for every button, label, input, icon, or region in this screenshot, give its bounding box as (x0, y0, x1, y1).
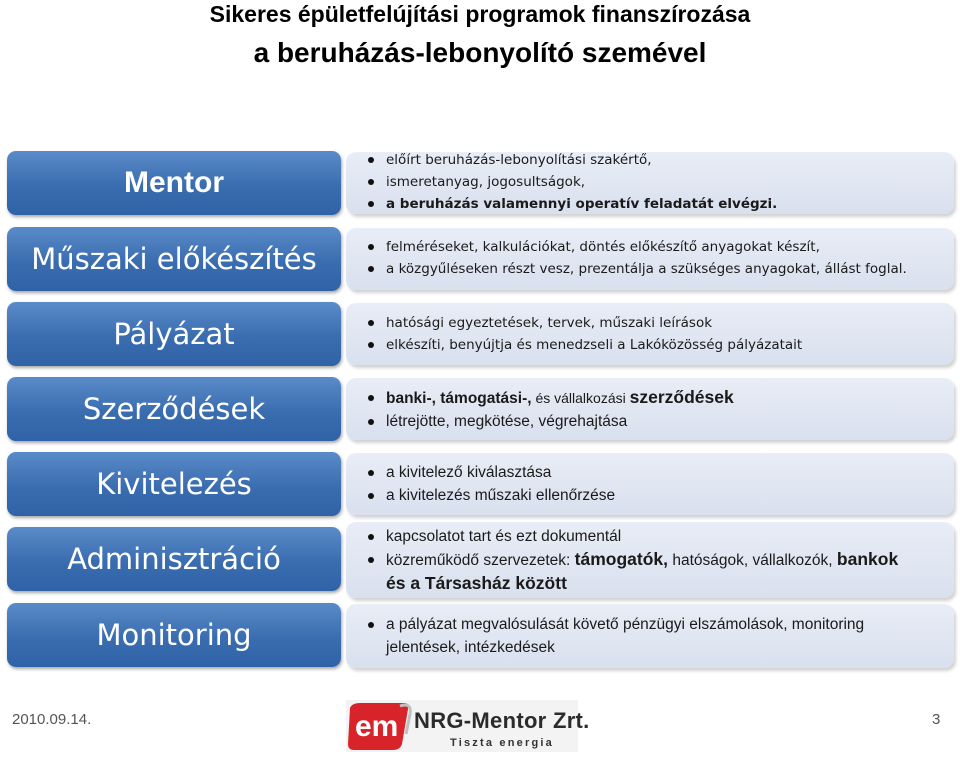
text-normal: közreműködő szervezetek: (386, 552, 575, 569)
label-mentor: Mentor (7, 151, 341, 215)
label-muszaki-elokeszites: Műszaki előkészítés (7, 227, 341, 291)
logo-name: NRG-Mentor Zrt. (414, 708, 590, 733)
list-item: kapcsolatot tart és ezt dokumentál (366, 525, 946, 548)
list-item: hatósági egyeztetések, tervek, műszaki leírások (366, 312, 946, 334)
list-item (366, 613, 946, 659)
list-item: elkészíti, benyújtja és menedzseli a Lakóközösség pályázatait (366, 334, 946, 356)
list-item: a kivitelezés műszaki ellenőrzése (366, 484, 946, 507)
list-item: létrejötte, megkötése, végrehajtása (366, 410, 946, 433)
list-item (366, 386, 946, 410)
box-palyazat (346, 303, 954, 365)
label-kivitelezes: Kivitelezés (7, 452, 341, 516)
label-palyazat: Pályázat (7, 302, 341, 366)
logo-mark: em (355, 710, 399, 743)
box-szerzodesek (346, 378, 954, 440)
text-bold: támogatók, (574, 549, 669, 569)
title-line-1: Sikeres épületfelújítási programok finanszírozása (209, 1, 751, 27)
list-item: a közgyűléseken részt vesz, prezentálja a szükséges anyagokat, állást foglal. (366, 258, 946, 280)
footer-date: 2010.09.14. (12, 711, 92, 728)
box-adminisztracio (346, 522, 954, 598)
page-number: 3 (932, 711, 941, 728)
text-bold: bankok (836, 549, 899, 569)
list-item: felméréseket, kalkulációkat, döntés előkészítő anyagokat készít, (366, 236, 946, 258)
box-muszaki-elokeszites (346, 228, 954, 290)
logo-tagline: Tiszta energia (450, 737, 554, 749)
text-normal: és vállalkozási (531, 390, 630, 406)
label-adminisztracio: Adminisztráció (7, 527, 341, 591)
list-item: ismeretanyag, jogosultságok, (366, 171, 946, 193)
list-item (366, 548, 946, 596)
list-item: a kivitelező kiválasztása (366, 461, 946, 484)
text-normal: jelentések, intézkedések (386, 639, 555, 656)
list-item: a beruházás valamennyi operatív feladatát elvégzi. (366, 193, 946, 215)
text-normal: hatóságok, vállalkozók, (668, 552, 837, 569)
text-bold: banki-, támogatási-, (386, 390, 532, 407)
label-szerzodesek: Szerződések (7, 377, 341, 441)
box-monitoring (346, 604, 954, 668)
box-mentor (346, 152, 954, 214)
title-line-2: a beruházás-lebonyolító szemével (253, 37, 707, 68)
text-bold: szerződések (629, 387, 734, 407)
box-kivitelezes (346, 453, 954, 515)
label-monitoring: Monitoring (7, 603, 341, 667)
text-bold: és a Társasház között (386, 573, 567, 593)
text-normal: a pályázat megvalósulását követő pénzügyi elszámolások, monitoring (386, 616, 865, 633)
list-item: előírt beruházás-lebonyolítási szakértő, (366, 149, 946, 171)
